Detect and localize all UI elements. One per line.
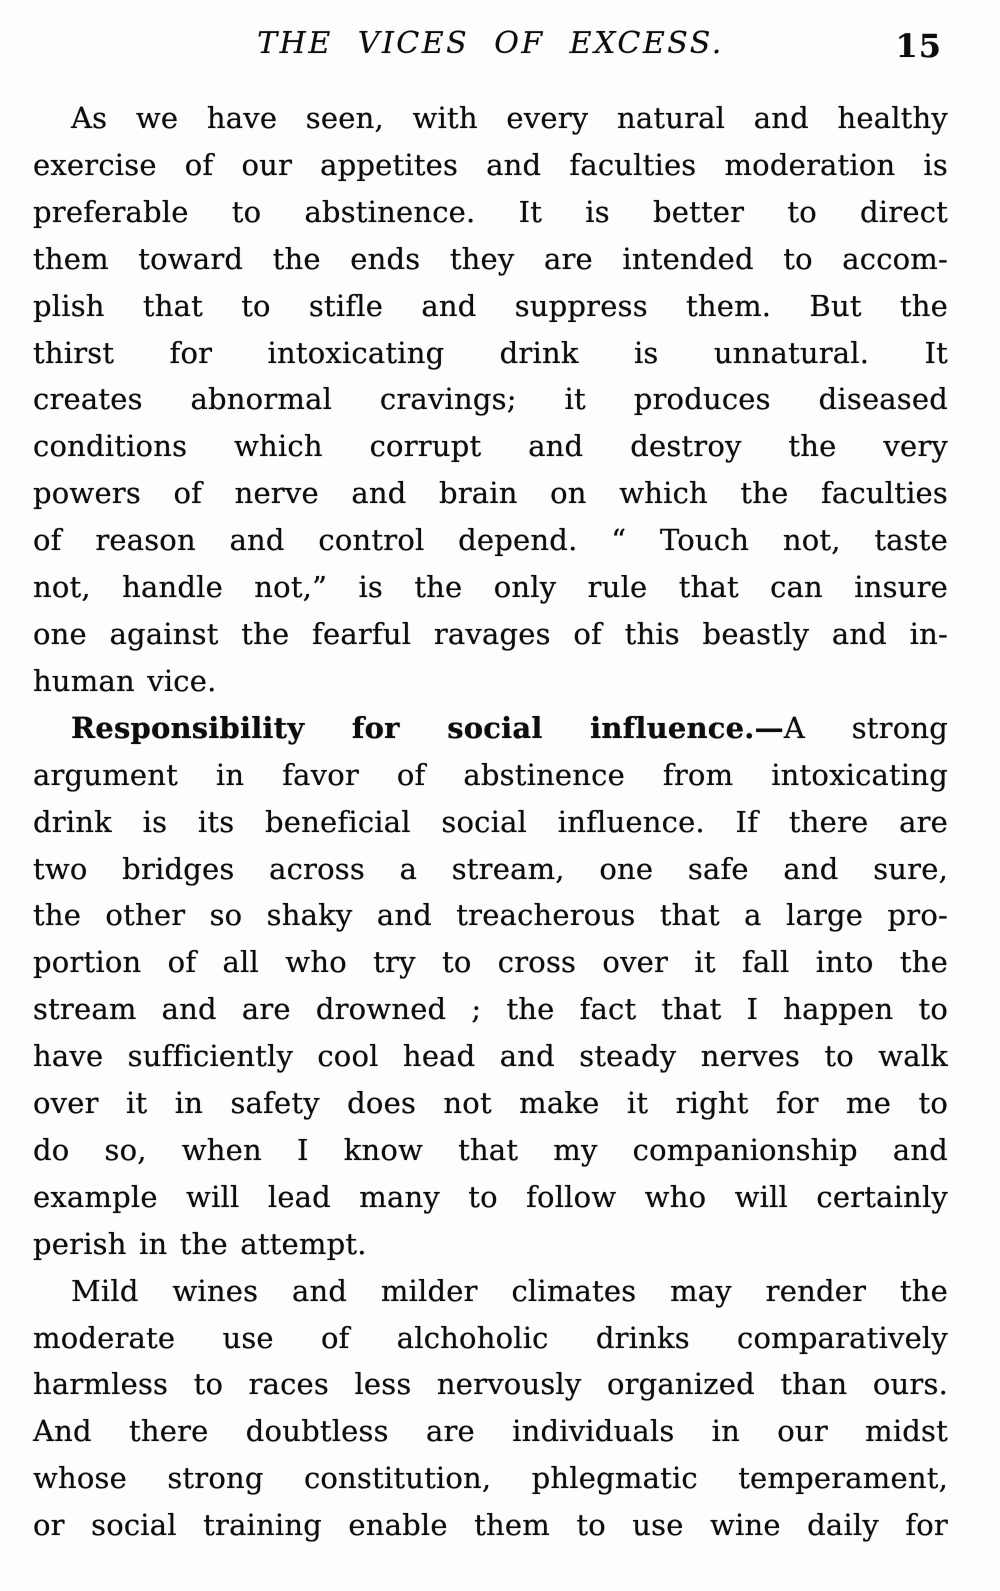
text-segment: As we have seen, with every natural and healthy [71, 101, 948, 135]
page-number: 15 [895, 27, 942, 65]
text-segment: creates abnormal cravings; it produces diseased [33, 382, 948, 417]
text-line [33, 236, 948, 283]
text-segment: plish that to stifle and suppress them. But the [33, 288, 948, 323]
text-segment: human vice. [33, 663, 217, 698]
text-line [33, 470, 948, 517]
text-segment: do so, when I know that my companionship and [33, 1132, 948, 1167]
text-segment: have sufficiently cool head and steady nerves to walk [33, 1039, 948, 1074]
text-line [33, 1268, 948, 1315]
text-segment: or social training enable them to use wine daily for [33, 1508, 948, 1543]
text-line [33, 564, 948, 611]
text-segment: portion of all who try to cross over it fall into the [33, 945, 948, 980]
text-line [33, 142, 948, 189]
text-line [33, 611, 948, 658]
text-segment: stream and are drowned ; the fact that I happen to [33, 992, 948, 1027]
text-line [33, 892, 948, 939]
text-segment: not, handle not,” is the only rule that can insure [33, 570, 948, 605]
text-line [33, 1408, 948, 1455]
text-segment: Mild wines and milder climates may render the [71, 1273, 948, 1308]
text-line [33, 1315, 948, 1362]
paragraph [33, 95, 948, 705]
text-line [33, 1455, 948, 1502]
text-line [33, 1361, 948, 1408]
text-line [33, 517, 948, 564]
text-segment: whose strong constitution, phlegmatic temperament, [33, 1461, 948, 1496]
text-line [33, 986, 948, 1033]
paragraph [33, 705, 948, 1268]
text-segment: exercise of our appetites and faculties moderation is [33, 147, 948, 182]
text-line [33, 1080, 948, 1127]
text-segment: A strong [783, 710, 948, 745]
text-line [33, 1127, 948, 1174]
text-line [33, 330, 948, 377]
text-line [33, 1221, 948, 1268]
page-body-text [33, 95, 948, 1549]
paragraph-lead-bold: Responsibility for social influence.— [71, 710, 784, 745]
text-segment: thirst for intoxicating drink is unnatural. It [33, 335, 948, 370]
text-segment: conditions which corrupt and destroy the very [33, 429, 948, 464]
text-segment: the other so shaky and treacherous that a large pro- [33, 898, 948, 933]
text-line [33, 423, 948, 470]
text-segment: perish in the attempt. [33, 1226, 367, 1261]
text-line [33, 939, 948, 986]
text-segment: argument in favor of abstinence from intoxicating [33, 757, 948, 792]
text-segment: preferable to abstinence. It is better to direct [33, 194, 948, 229]
text-segment: powers of nerve and brain on which the faculties [33, 476, 948, 511]
text-line [33, 283, 948, 330]
text-line [33, 658, 948, 705]
text-line [33, 1174, 948, 1221]
text-line [33, 376, 948, 423]
text-segment: of reason and control depend. “ Touch not, taste [33, 523, 948, 558]
running-header [33, 26, 948, 70]
text-segment: over it in safety does not make it right for me to [33, 1086, 948, 1121]
text-line [33, 1033, 948, 1080]
text-line [33, 846, 948, 893]
text-line [33, 95, 948, 142]
text-segment: drink is its beneficial social influence. If there are [33, 804, 948, 839]
text-segment: one against the fearful ravages of this beastly and in- [33, 616, 948, 651]
text-line [33, 705, 948, 752]
running-header-title: THE VICES OF EXCESS. [257, 26, 724, 61]
text-segment: And there doubtless are individuals in our midst [33, 1414, 948, 1449]
text-segment: them toward the ends they are intended to accom- [33, 241, 948, 276]
text-segment: moderate use of alchoholic drinks comparatively [33, 1320, 948, 1355]
paragraph [33, 1268, 948, 1549]
text-line [33, 799, 948, 846]
text-line [33, 189, 948, 236]
text-segment: two bridges across a stream, one safe and sure, [33, 851, 948, 886]
text-segment: harmless to races less nervously organized than ours. [33, 1367, 948, 1402]
text-segment: example will lead many to follow who will certainly [33, 1179, 948, 1214]
text-line [33, 752, 948, 799]
text-line [33, 1502, 948, 1549]
